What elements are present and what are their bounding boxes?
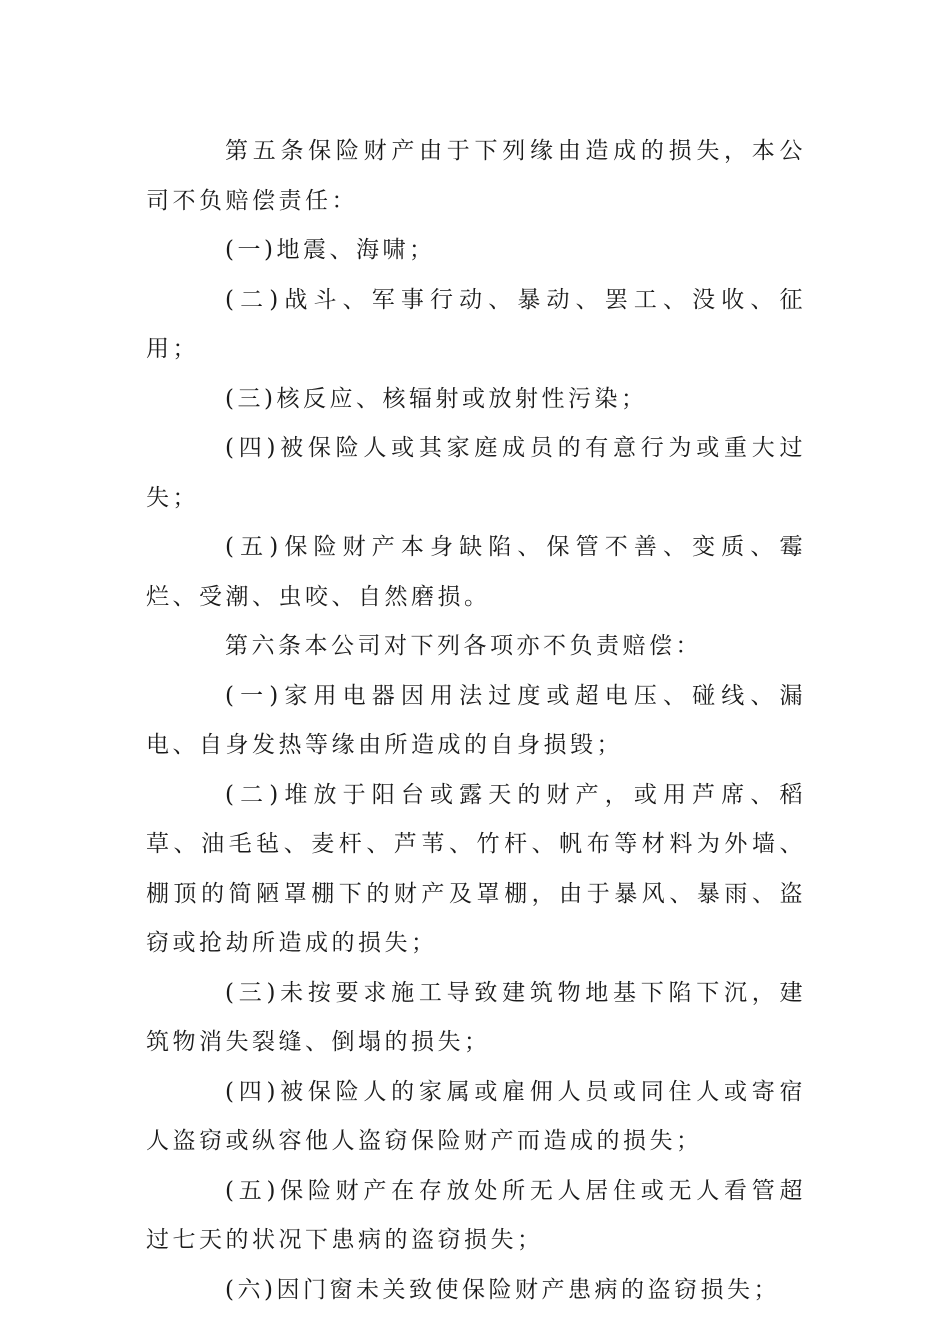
clause-5-item-2: (二)战斗、军事行动、暴动、罢工、没收、征用； [146, 286, 806, 362]
clause-5-heading: 第五条保险财产由于下列缘由造成的损失，本公司不负赔偿责任： [146, 138, 806, 214]
clause-5-item-1: (一)地震、海啸； [225, 237, 436, 263]
clause-6-item-3: (三)未按要求施工导致建筑物地基下陷下沉，建筑物消失裂缝、倒塌的损失； [146, 979, 806, 1055]
clause-6-item-1: (一)家用电器因用法过度或超电压、碰线、漏电、自身发热等缘由所造成的自身损毁； [146, 682, 806, 758]
clause-5-item-4: (四)被保险人或其家庭成员的有意行为或重大过失； [146, 435, 806, 511]
clause-5-item-3: (三)核反应、核辐射或放射性污染； [225, 385, 648, 412]
document-body [146, 127, 806, 1315]
clause-6-item-2: (二)堆放于阳台或露天的财产，或用芦席、稻草、油毛毡、麦杆、芦苇、竹杆、帆布等材料为外墙、棚顶的简陋罩棚下的财产及罩棚，由于暴风、暴雨、盗窃或抢劫所造成的损失； [146, 781, 806, 956]
clause-6-heading: 第六条本公司对下列各项亦不负责赔偿： [225, 633, 702, 659]
clause-6-item-6: (六)因门窗未关致使保险财产患病的盗窃损失； [225, 1276, 780, 1303]
clause-6-item-4: (四)被保险人的家属或雇佣人员或同住人或寄宿人盗窃或纵容他人盗窃保险财产而造成的损失； [146, 1078, 806, 1154]
clause-5-item-5: (五)保险财产本身缺陷、保管不善、变质、霉烂、受潮、虫咬、自然磨损。 [146, 534, 806, 610]
clause-6-item-5: (五)保险财产在存放处所无人居住或无人看管超过七天的状况下患病的盗窃损失； [146, 1177, 806, 1253]
